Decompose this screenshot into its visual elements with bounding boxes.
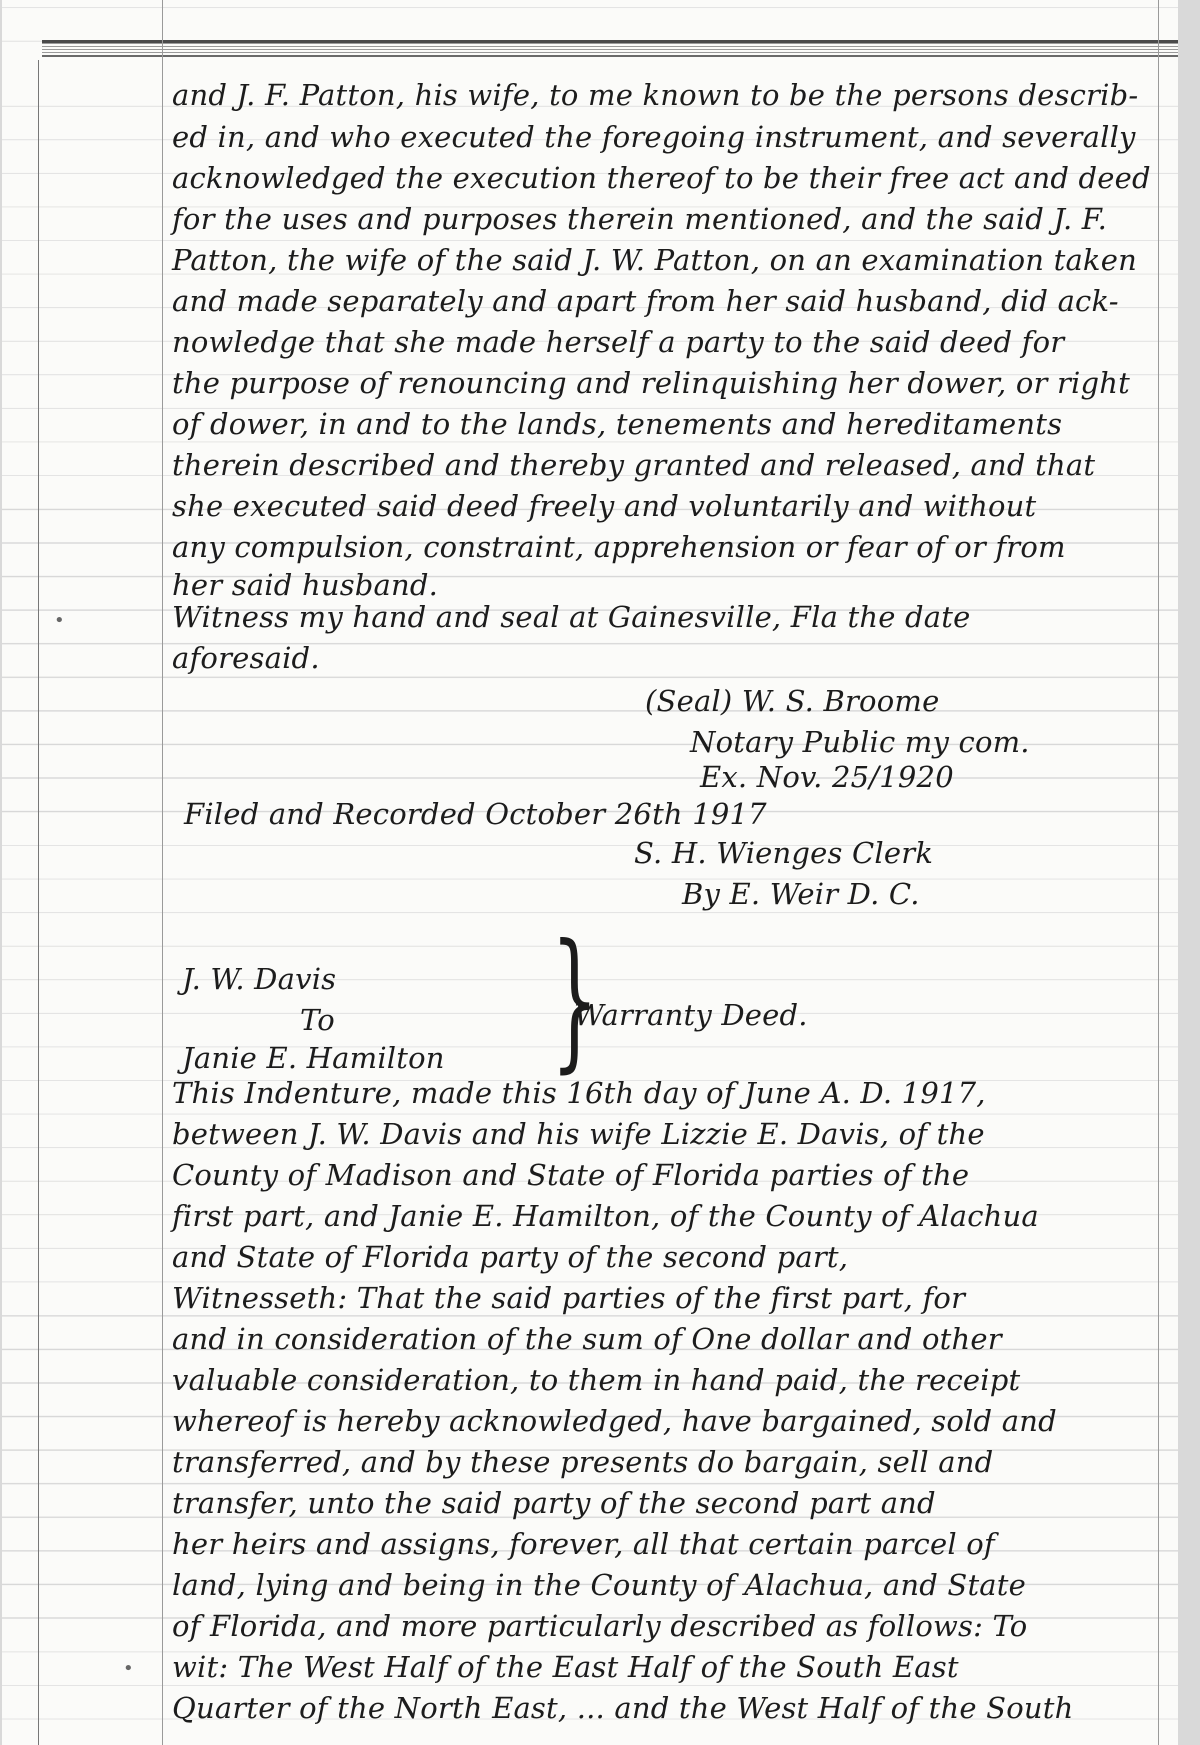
text-line: first part, and Janie E. Hamilton, of the County of Alachua — [172, 1199, 1039, 1233]
text-line: nowledge that she made herself a party to the said deed for — [172, 325, 1065, 359]
text-line: any compulsion, constraint, apprehension or fear of or from — [172, 530, 1066, 564]
text-line: transfer, unto the said party of the second part and — [172, 1486, 936, 1520]
text-line: Witnesseth: That the said parties of the first part, for — [172, 1281, 966, 1315]
text-line: acknowledged the execution thereof to be their free act and deed — [172, 161, 1151, 195]
text-line: of Florida, and more particularly described as follows: To — [172, 1609, 1028, 1643]
text-line: County of Madison and State of Florida parties of the — [172, 1158, 970, 1192]
deed-type: Warranty Deed. — [574, 998, 808, 1032]
right-margin-line — [1158, 0, 1159, 1745]
left-margin-line — [162, 0, 163, 1745]
text-line: of dower, in and to the lands, tenements and hereditaments — [172, 407, 1063, 441]
clerk-signature: S. H. Wienges Clerk — [634, 836, 934, 870]
text-line: This Indenture, made this 16th day of June A. D. 1917, — [172, 1076, 986, 1110]
text-line: the purpose of renouncing and relinquishing her dower, or right — [172, 366, 1131, 400]
notary-commission-expiry: Ex. Nov. 25/1920 — [700, 760, 954, 794]
text-line: transferred, and by these presents do bargain, sell and — [172, 1445, 994, 1479]
text-line: between J. W. Davis and his wife Lizzie E. Davis, of the — [172, 1117, 985, 1151]
grantor-name: J. W. Davis — [182, 962, 337, 996]
brace-icon: } — [550, 913, 599, 1087]
text-line: aforesaid. — [172, 641, 320, 675]
text-line: wit: The West Half of the East Half of the South East — [172, 1650, 959, 1684]
filed-recorded-line: Filed and Recorded October 26th 1917 — [184, 797, 767, 831]
top-rule — [42, 40, 1178, 57]
text-line: she executed said deed freely and voluntarily and without — [172, 489, 1037, 523]
notary-title: Notary Public my com. — [690, 725, 1030, 759]
text-line: and J. F. Patton, his wife, to me known to be the persons describ- — [172, 78, 1139, 112]
text-line: and made separately and apart from her said husband, did ack- — [172, 284, 1119, 318]
notary-signature: (Seal) W. S. Broome — [645, 684, 940, 718]
page-edge — [38, 60, 39, 1745]
margin-dot: • — [123, 1658, 134, 1679]
margin-dot: • — [54, 610, 65, 631]
text-line: valuable consideration, to them in hand paid, the receipt — [172, 1363, 1021, 1397]
grantee-name: Janie E. Hamilton — [182, 1041, 445, 1075]
text-line: her said husband. — [172, 568, 439, 602]
text-line: and in consideration of the sum of One dollar and other — [172, 1322, 1002, 1356]
text-line: Witness my hand and seal at Gainesville, Fla the date — [172, 600, 971, 634]
text-line: therein described and thereby granted and released, and that — [172, 448, 1096, 482]
deputy-clerk-signature: By E. Weir D. C. — [682, 877, 920, 911]
text-line: whereof is hereby acknowledged, have bargained, sold and — [172, 1404, 1057, 1438]
ledger-page — [2, 0, 1178, 1745]
text-line: Patton, the wife of the said J. W. Patton, on an examination taken — [172, 243, 1137, 277]
text-line: for the uses and purposes therein mentioned, and the said J. F. — [172, 202, 1108, 236]
text-line: her heirs and assigns, forever, all that certain parcel of — [172, 1527, 995, 1561]
text-line: land, lying and being in the County of Alachua, and State — [172, 1568, 1026, 1602]
text-line: Quarter of the North East, ... and the West Half of the South — [172, 1691, 1074, 1725]
heading-to: To — [300, 1003, 335, 1037]
text-line: and State of Florida party of the second part, — [172, 1240, 849, 1274]
text-line: ed in, and who executed the foregoing instrument, and severally — [172, 120, 1136, 154]
